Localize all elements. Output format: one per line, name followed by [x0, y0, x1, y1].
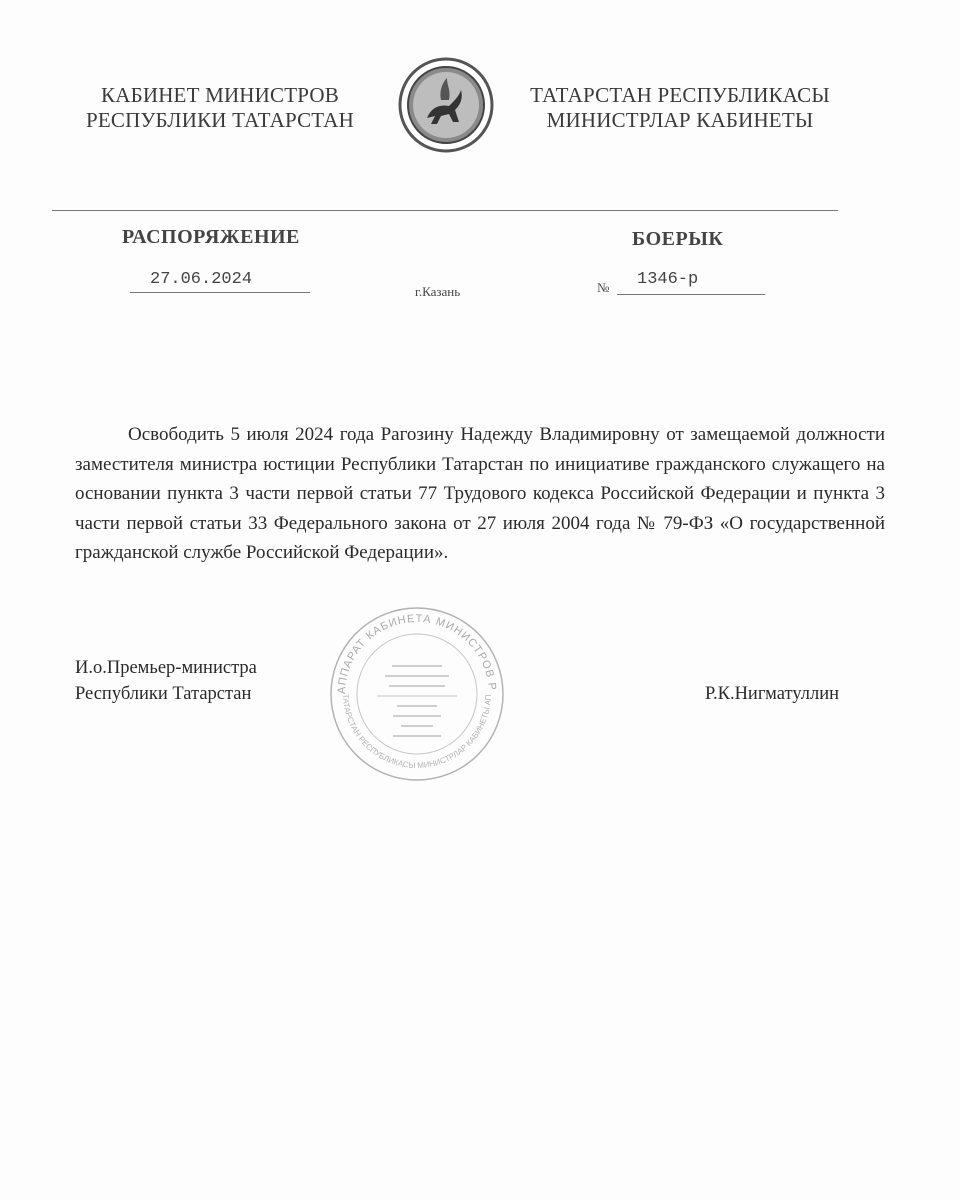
doc-number: 1346-р: [637, 270, 699, 289]
tatarstan-emblem-icon: [397, 56, 495, 154]
doc-body: Освободить 5 июля 2024 года Рагозину Надежду Владимировну от замещаемой должности заместителя министра юстиции Республики Татарстан по инициативе гражданского служащего на основании пункта 3 части первой статьи 77 Трудового кодекса Российской Федерации и пункта 3 части первой статьи 33 Федерального закона от 27 июля 2004 года № 79-ФЗ «О государственной гражданской службе Российской Федерации».: [75, 424, 885, 564]
stamp-outer-text: АППАРАТ КАБИНЕТА МИНИСТРОВ Р: [335, 612, 499, 695]
signatory-position-line1: И.о.Премьер-министра: [75, 658, 257, 678]
number-underline: [617, 294, 765, 295]
header-left: [70, 83, 370, 133]
number-sign: №: [597, 280, 610, 295]
date-underline: [130, 292, 310, 293]
doc-type-tt: БОЕРЫК: [632, 228, 724, 250]
signatory-name: Р.К.Нигматуллин: [705, 684, 840, 704]
header-left-line1: КАБИНЕТ МИНИСТРОВ: [101, 83, 339, 107]
official-stamp: [327, 604, 507, 784]
header-divider: [52, 210, 838, 211]
signatory-position-line2: Республики Татарстан: [75, 684, 252, 704]
doc-city: г.Казань: [415, 284, 461, 299]
header-left-line2: РЕСПУБЛИКИ ТАТАРСТАН: [85, 108, 355, 132]
header-right-line2: МИНИСТРЛАР КАБИНЕТЫ: [546, 108, 814, 132]
signatory-position: [75, 655, 257, 707]
doc-type-ru: РАСПОРЯЖЕНИЕ: [122, 226, 300, 248]
doc-date: 27.06.2024: [150, 270, 253, 289]
stamp-bottom-text: ТАТАРСТАН РЕСПУБЛИКАСЫ МИНИСТРЛАР КАБИНЕТЫ АП: [340, 693, 494, 771]
svg-text:АППАРАТ КАБИНЕТА МИНИСТРОВ РЕС: [327, 604, 498, 694]
header-right: [515, 83, 845, 133]
header-right-line1: ТАТАРСТАН РЕСПУБЛИКАСЫ: [530, 83, 830, 107]
svg-text:ТАТАРСТАН РЕСПУБЛИКАСЫ МИНИСТР: [327, 604, 493, 770]
